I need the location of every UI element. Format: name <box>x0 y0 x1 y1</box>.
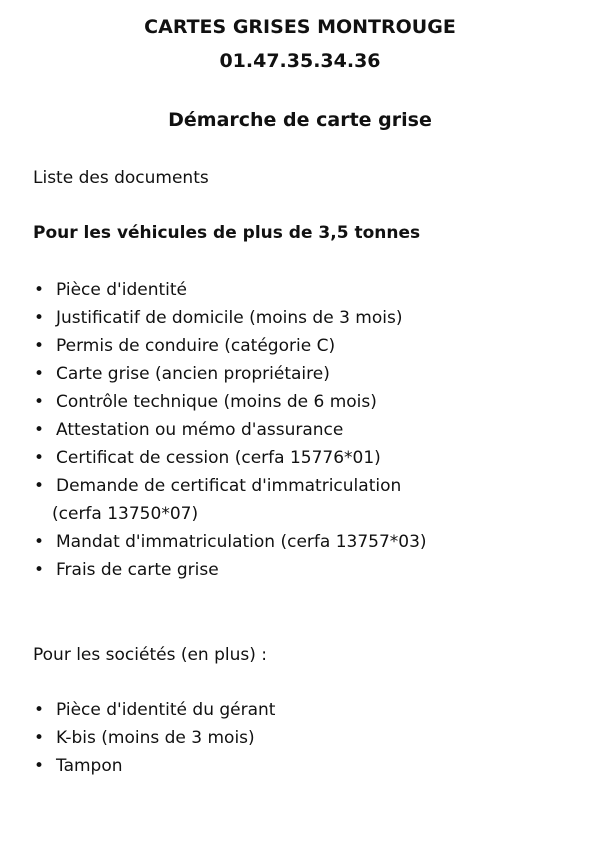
list-item: • Attestation ou mémo d'assurance <box>0 416 427 444</box>
bullet-icon: • <box>34 560 45 580</box>
company-phone: 01.47.35.34.36 <box>219 50 381 72</box>
bullet-icon: • <box>34 476 45 496</box>
bullet-icon: • <box>34 280 45 300</box>
intro-text: Liste des documents <box>33 168 209 188</box>
bullet-icon: • <box>34 448 45 468</box>
section1-list <box>0 276 427 584</box>
section2-list <box>0 696 275 780</box>
list-item: • Frais de carte grise <box>0 556 427 584</box>
list-item: • K-bis (moins de 3 mois) <box>0 724 275 752</box>
bullet-icon: • <box>34 392 45 412</box>
bullet-icon: • <box>34 756 45 776</box>
bullet-icon: • <box>34 700 45 720</box>
section1-heading: Pour les véhicules de plus de 3,5 tonnes <box>33 223 421 243</box>
bullet-icon: • <box>34 336 45 356</box>
list-item: • Carte grise (ancien propriétaire) <box>0 360 427 388</box>
bullet-icon: • <box>34 532 45 552</box>
list-item: • Tampon <box>0 752 275 780</box>
list-item: • Pièce d'identité du gérant <box>0 696 275 724</box>
company-title: CARTES GRISES MONTROUGE <box>144 16 456 38</box>
list-item: • Demande de certificat d'immatriculation (cerfa 13750*07) <box>0 472 427 528</box>
list-item: • Mandat d'immatriculation (cerfa 13757*03) <box>0 528 427 556</box>
list-item: • Certificat de cession (cerfa 15776*01) <box>0 444 427 472</box>
bullet-icon: • <box>34 308 45 328</box>
list-item: • Contrôle technique (moins de 6 mois) <box>0 388 427 416</box>
list-item: • Pièce d'identité <box>0 276 427 304</box>
list-item: • Justificatif de domicile (moins de 3 mois) <box>0 304 427 332</box>
page-title: Démarche de carte grise <box>168 109 432 131</box>
bullet-icon: • <box>34 420 45 440</box>
bullet-icon: • <box>34 364 45 384</box>
bullet-icon: • <box>34 728 45 748</box>
section2-heading: Pour les sociétés (en plus) : <box>33 645 268 665</box>
header <box>0 10 600 78</box>
list-item: • Permis de conduire (catégorie C) <box>0 332 427 360</box>
